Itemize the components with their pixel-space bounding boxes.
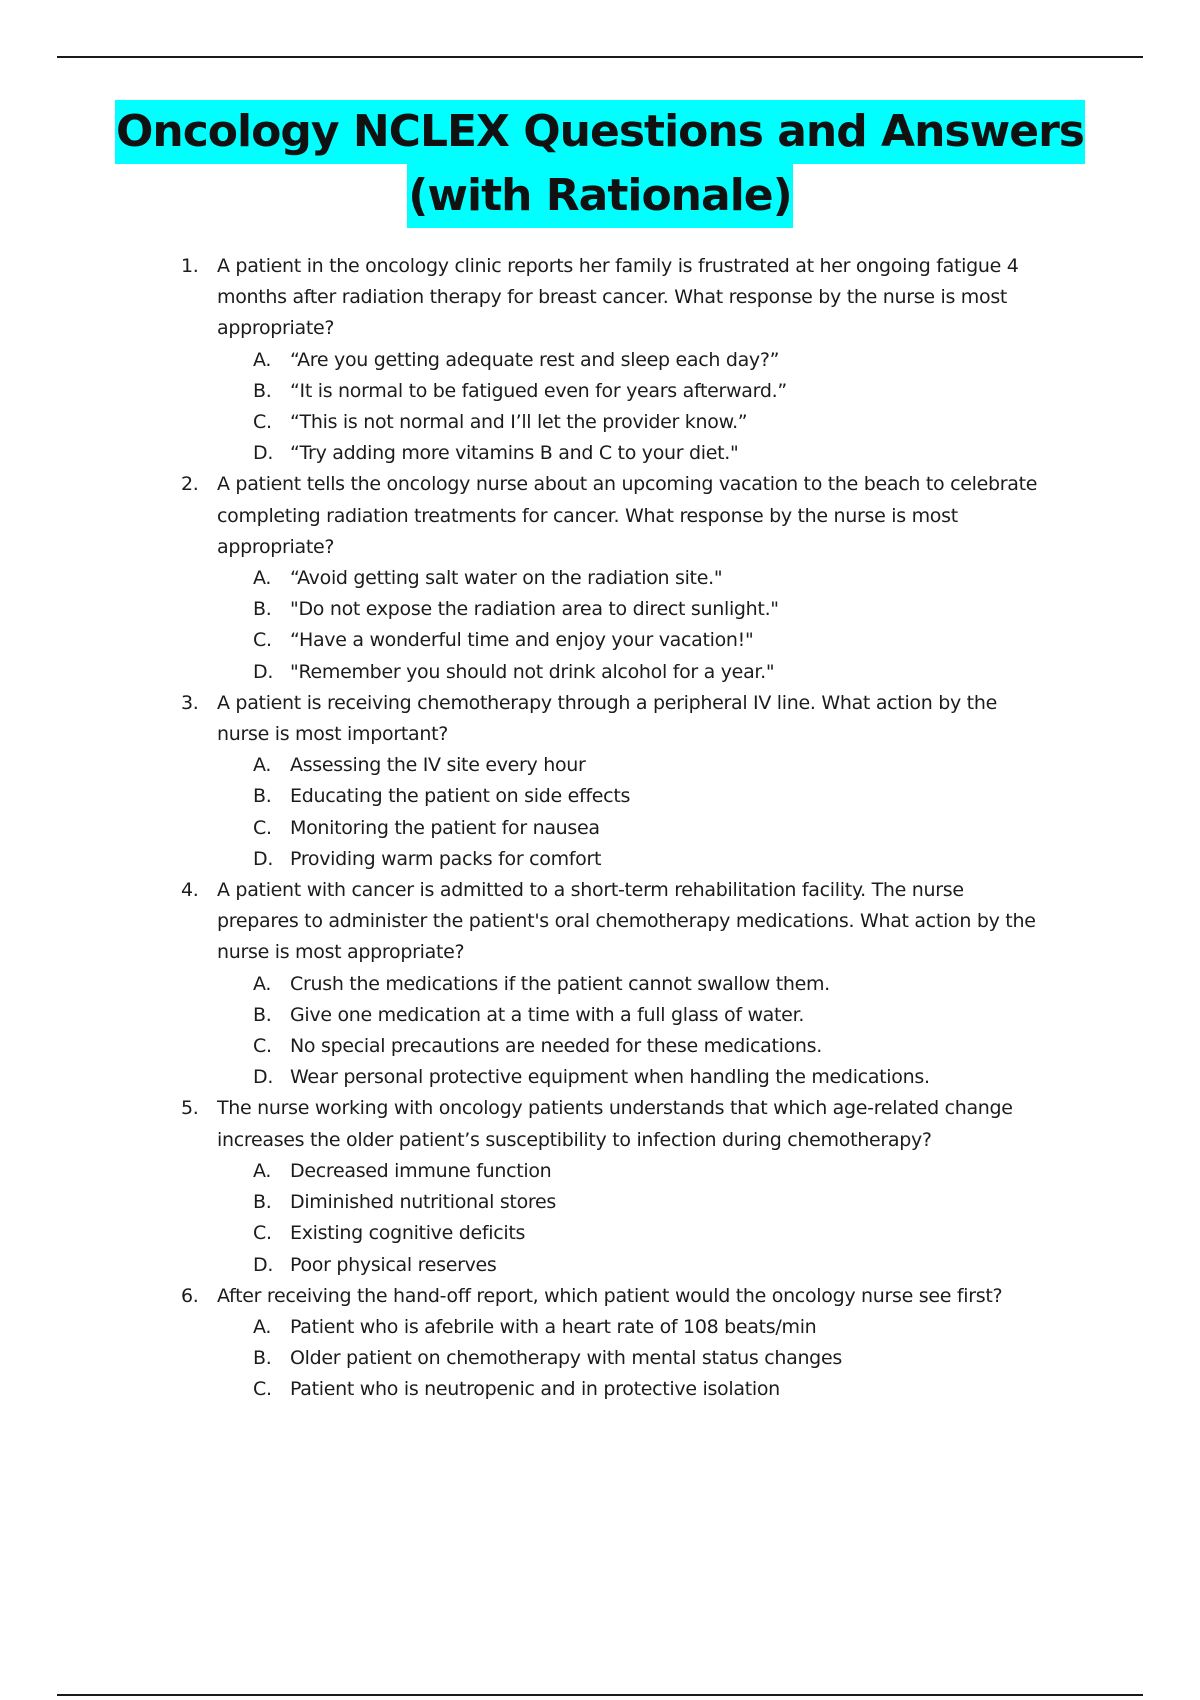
option-d [217,844,1050,875]
option-b [217,1000,1050,1031]
question-text: After receiving the hand-off report, which patient would the oncology nurse see first? [217,1284,1003,1307]
option-text: “Are you getting adequate rest and sleep each day?” [290,348,780,371]
question-number: 5. [181,1097,199,1120]
question-list [0,251,1200,1406]
option-letter: A. [253,1159,272,1182]
question-1 [0,251,1200,469]
question-5 [0,1093,1200,1280]
page-title [0,100,1200,228]
option-letter: B. [253,1347,272,1370]
option-text: No special precautions are needed for these medications. [290,1035,822,1058]
question-number: 6. [181,1284,199,1307]
option-d [217,1250,1050,1281]
option-letter: B. [253,1191,272,1214]
option-letter: A. [253,348,272,371]
option-letter: D. [253,847,274,870]
option-c [217,407,1050,438]
option-letter: B. [253,1003,272,1026]
option-d [217,438,1050,469]
option-text: “It is normal to be fatigued even for years afterward.” [290,379,787,402]
option-c [217,625,1050,656]
option-letter: B. [253,379,272,402]
option-letter: C. [253,816,272,839]
question-text: A patient with cancer is admitted to a short-term rehabilitation facility. The nurse prepares to administer the patient's oral chemotherapy medications. What action by the nurse is most appropriate? [217,879,1036,964]
option-list [217,345,1050,470]
option-letter: C. [253,411,272,434]
bottom-rule [57,1694,1143,1696]
option-list [217,750,1050,875]
option-list [217,1312,1050,1406]
option-c [217,813,1050,844]
option-letter: A. [253,1315,272,1338]
question-text: The nurse working with oncology patients understands that which age-related change increases the older patient’s susceptibility to infection during chemotherapy? [217,1097,1013,1151]
option-text: Poor physical reserves [290,1253,497,1276]
option-d [217,1062,1050,1093]
option-list [217,563,1050,688]
option-d [217,657,1050,688]
option-text: Diminished nutritional stores [290,1191,556,1214]
option-text: “This is not normal and I’ll let the provider know.” [290,411,748,434]
option-text: Patient who is afebrile with a heart rate of 108 beats/min [290,1315,817,1338]
option-a [217,750,1050,781]
option-letter: D. [253,660,274,683]
option-letter: D. [253,1253,274,1276]
option-b [217,376,1050,407]
option-letter: D. [253,1066,274,1089]
title-line-1: Oncology NCLEX Questions and Answers [115,100,1085,164]
option-a [217,1156,1050,1187]
option-text: Older patient on chemotherapy with mental status changes [290,1347,842,1370]
option-text: "Remember you should not drink alcohol for a year." [290,660,775,683]
option-text: Wear personal protective equipment when handling the medications. [290,1066,930,1089]
option-c [217,1218,1050,1249]
option-text: "Do not expose the radiation area to direct sunlight." [290,598,779,621]
option-text: Monitoring the patient for nausea [290,816,600,839]
option-letter: C. [253,1222,272,1245]
question-4 [0,875,1200,1093]
option-letter: A. [253,972,272,995]
option-text: Decreased immune function [290,1159,552,1182]
question-text: A patient tells the oncology nurse about an upcoming vacation to the beach to celebrate completing radiation treatments for cancer. What response by the nurse is most appropriate? [217,473,1038,558]
question-6 [0,1281,1200,1406]
question-number: 2. [181,473,199,496]
option-a [217,345,1050,376]
question-text: A patient in the oncology clinic reports her family is frustrated at her ongoing fatigue 4 months after radiation therapy for breast cancer. What response by the nurse is most appropriate? [217,255,1019,340]
option-a [217,969,1050,1000]
option-letter: B. [253,598,272,621]
option-c [217,1031,1050,1062]
option-text: Existing cognitive deficits [290,1222,526,1245]
option-letter: A. [253,754,272,777]
option-list [217,1156,1050,1281]
title-line-2: (with Rationale) [407,164,792,228]
option-b [217,594,1050,625]
option-text: Give one medication at a time with a full glass of water. [290,1003,805,1026]
option-text: Patient who is neutropenic and in protective isolation [290,1378,780,1401]
option-text: Assessing the IV site every hour [290,754,586,777]
option-b [217,1343,1050,1374]
option-list [217,969,1050,1094]
option-letter: B. [253,785,272,808]
option-letter: C. [253,1035,272,1058]
option-letter: C. [253,1378,272,1401]
option-c [217,1374,1050,1405]
option-text: “Have a wonderful time and enjoy your vacation!" [290,629,754,652]
option-b [217,781,1050,812]
question-number: 1. [181,255,199,277]
top-rule [57,56,1143,58]
option-text: Providing warm packs for comfort [290,847,602,870]
option-b [217,1187,1050,1218]
option-letter: A. [253,567,272,590]
option-a [217,563,1050,594]
question-text: A patient is receiving chemotherapy through a peripheral IV line. What action by the nurse is most important? [217,691,997,746]
option-a [217,1312,1050,1343]
option-text: Educating the patient on side effects [290,785,631,808]
option-text: “Avoid getting salt water on the radiation site." [290,567,723,590]
option-letter: C. [253,629,272,652]
question-3 [0,688,1200,875]
question-number: 4. [181,879,199,902]
question-2 [0,469,1200,687]
option-text: “Try adding more vitamins B and C to your diet." [290,442,739,465]
question-number: 3. [181,691,199,714]
option-letter: D. [253,442,274,465]
option-text: Crush the medications if the patient cannot swallow them. [290,972,830,995]
